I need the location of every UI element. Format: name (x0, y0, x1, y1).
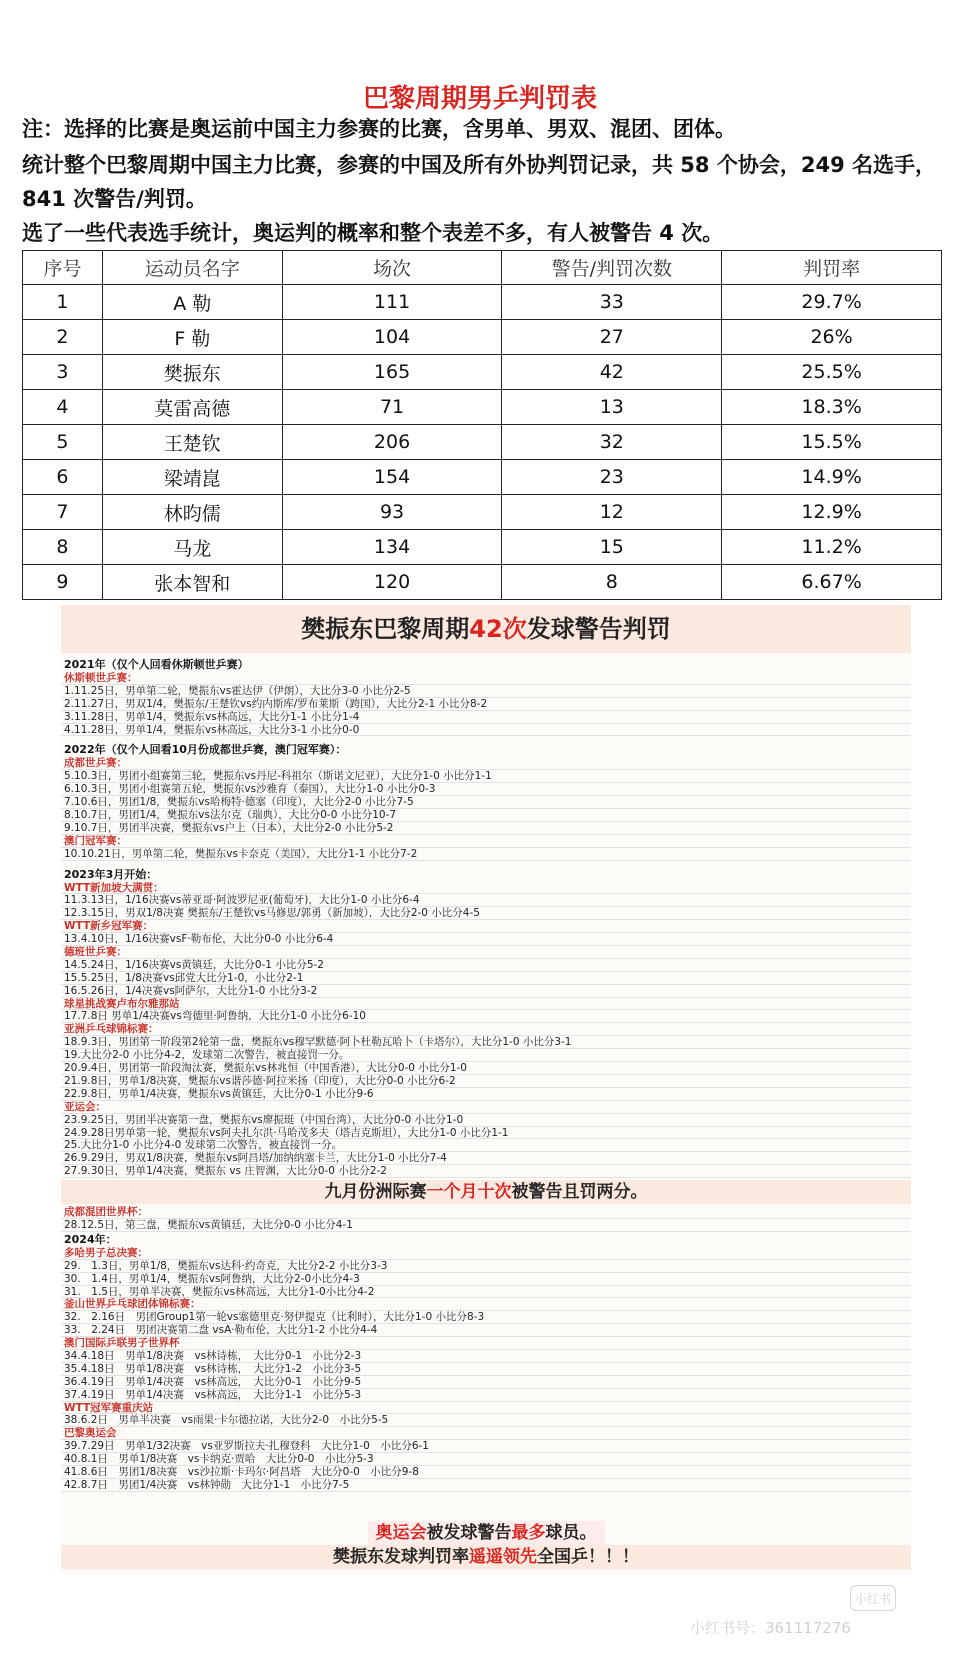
image-title-count: 42次 (469, 615, 527, 643)
event-heading: 亚洲乒乓球锦标赛： (61, 1023, 911, 1036)
event-heading: WTT新加坡大满贯： (61, 882, 911, 895)
table-cell: 13 (502, 390, 722, 425)
warning-entry: 14.5.24日，1/16决赛vs黄镇廷，大比分0-1 小比分5-2 (61, 959, 911, 972)
footer2-red: 遥遥领先 (469, 1547, 537, 1567)
table-cell: 93 (282, 495, 502, 530)
event-heading: 亚运会： (61, 1101, 911, 1114)
warning-entry: 27.9.30日，男单1/4决赛，樊振东 vs 庄智渊，大比分0-0 小比分2-2 (61, 1165, 911, 1178)
table-cell: 111 (282, 285, 502, 320)
table-row (23, 285, 942, 320)
footer2-pre: 樊振东发球判罚率 (333, 1547, 469, 1567)
column-header: 场次 (282, 251, 502, 285)
footer2-end: 全国乒！！！ (537, 1547, 639, 1567)
warning-entry: 18.9.3日，男团第一阶段第2轮第一盘，樊振东vs穆罕默德·阿卜杜勒瓦哈卜（卡塔尔），大比分1-0 小比分3-1 (61, 1036, 911, 1049)
table-cell: F 勒 (102, 320, 282, 355)
table-cell: 14.9% (722, 460, 942, 495)
note-line-3: 选了一些代表选手统计，奥运判的概率和整个表差不多，有人被警告 4 次。 (22, 221, 724, 245)
warning-entry: 21.9.8日，男单1/8决赛，樊振东vs谐莎德·阿拉米扬（印度），大比分0-0 小比分6-2 (61, 1075, 911, 1088)
table-cell: 134 (282, 530, 502, 565)
page-title: 巴黎周期男乒判罚表 (362, 84, 597, 114)
table-cell: 8 (502, 565, 722, 600)
warning-entry: 17.7.8日 男单1/4决赛vs弯德里·阿鲁纳，大比分1-0 小比分6-10 (61, 1010, 911, 1023)
table-row (23, 390, 942, 425)
table-cell: 25.5% (722, 355, 942, 390)
table-row (23, 565, 942, 600)
table-row (23, 355, 942, 390)
table-row (23, 460, 942, 495)
warning-entry: 22.9.8日，男单1/4决赛，樊振东vs黄镇廷，大比分0-1 小比分9-6 (61, 1088, 911, 1101)
event-heading: 成都世乒赛： (61, 757, 911, 770)
column-header: 运动员名字 (102, 251, 282, 285)
warning-entry: 41.8.6日 男团1/8决赛 vs沙拉斯·卡玛尔·阿昌塔 大比分0-0 小比分9-8 (61, 1466, 911, 1479)
table-row (23, 530, 942, 565)
footer-end: 球员。 (545, 1523, 597, 1543)
table-cell: 26% (722, 320, 942, 355)
table-cell: 27 (502, 320, 722, 355)
warning-entry: 38.6.2日 男单半决赛 vs雨果·卡尔德拉诺，大比分2-0 小比分5-5 (61, 1414, 911, 1427)
warning-entry: 2.11.27日，男双1/4，樊振东/王楚钦vs约内斯库/罗布莱斯（跨国），大比分2-1 小比分8-2 (61, 698, 911, 711)
table-cell: A 勒 (102, 285, 282, 320)
year-heading: 2021年（仅个人回看休斯顿世乒赛） (64, 658, 249, 671)
warning-entry: 28.12.5日，第三盘，樊振东vs黄镇廷，大比分0-0 小比分4-1 (61, 1219, 911, 1232)
table-cell: 莫雷高德 (102, 390, 282, 425)
table-cell: 梁靖崑 (102, 460, 282, 495)
table-cell: 104 (282, 320, 502, 355)
table-cell: 15 (502, 530, 722, 565)
footer-line-1 (368, 1521, 605, 1545)
warning-entry: 8.10.7日，男团1/4，樊振东vs法尔克（瑞典），大比分0-0 小比分10-7 (61, 809, 911, 822)
table-cell: 5 (23, 425, 103, 460)
year-heading: 2023年3月开始： (64, 867, 158, 881)
banner-red: 一个月十次 (426, 1182, 512, 1203)
warning-entry: 25.大比分1-0 小比分4-0 发球第二次警告，被直接罚一分。 (61, 1139, 911, 1152)
column-header: 判罚率 (722, 251, 942, 285)
warning-entry: 12.3.15日，男双1/8决赛 樊振东/王楚钦vs马修思/郭勇（新加坡），大比分2-0 小比分4-5 (61, 907, 911, 920)
table-cell: 林昀儒 (102, 495, 282, 530)
table-cell: 8 (23, 530, 103, 565)
year-heading: 2024年： (64, 1232, 117, 1246)
note-line-1: 注：选择的比赛是奥运前中国主力参赛的比赛，含男单、男双、混团、团体。 (22, 117, 736, 141)
warning-entry: 31. 1.5日，男单半决赛，樊振东vs林高远，大比分1-0小比分4-2 (61, 1286, 911, 1299)
note-line-2: 统计整个巴黎周期中国主力比赛，参赛的中国及所有外协判罚记录，共 58 个协会，249 名选手，841 次警告/判罚。 (22, 153, 936, 211)
footer-line-2 (61, 1545, 911, 1569)
warning-entry: 10.10.21日，男单第二轮，樊振东vs卡奈克（美国），大比分1-1 小比分7-2 (61, 848, 911, 861)
table-cell: 樊振东 (102, 355, 282, 390)
warning-entry: 1.11.25日，男单第二轮，樊振东vs霍达伊（伊朗），大比分3-0 小比分2-5 (61, 685, 911, 698)
event-heading: 德班世乒赛： (61, 946, 911, 959)
table-cell: 206 (282, 425, 502, 460)
warning-entry: 7.10.6日，男团1/8，樊振东vs哈梅特·德塞（印度），大比分2-0 小比分7-5 (61, 796, 911, 809)
table-row (23, 320, 942, 355)
table-row (23, 495, 942, 530)
warning-entry: 29. 1.3日，男单1/8，樊振东vs达科·约奇克，大比分2-2 小比分3-3 (61, 1260, 911, 1273)
column-header: 序号 (23, 251, 103, 285)
table-cell: 3 (23, 355, 103, 390)
warning-entry: 4.11.28日，男单1/4，樊振东vs林高远，大比分3-1 小比分0-0 (61, 724, 911, 737)
table-header-row (23, 251, 942, 285)
event-heading: 釜山世界乒乓球团体锦标赛： (61, 1298, 911, 1311)
penalty-table (22, 250, 942, 600)
image-title (61, 605, 911, 653)
monthly-banner (61, 1180, 911, 1204)
warning-entry: 42.8.7日 男团1/4决赛 vs林钟勋 大比分1-1 小比分7-5 (61, 1479, 911, 1492)
warning-entry: 5.10.3日，男团小组赛第三轮，樊振东vs丹尼-科祖尔（斯诺文尼亚），大比分1-0 小比分1-1 (61, 770, 911, 783)
warning-entry: 32. 2.16日 男团Group1第一轮vs塞德里克·努伊提克（比利时），大比分1-0 小比分8-3 (61, 1311, 911, 1324)
warning-entry: 39.7.29日 男单1/32决赛 vs亚罗斯拉夫·扎穆登科 大比分1-0 小比分6-1 (61, 1440, 911, 1453)
table-cell: 2 (23, 320, 103, 355)
footer-olympics: 奥运会 (375, 1523, 427, 1543)
table-cell: 23 (502, 460, 722, 495)
warning-entry: 11.3.13日，1/16决赛vs蒂亚哥·阿波罗尼亚(葡萄牙)，大比分1-0 小比分6-4 (61, 894, 911, 907)
warning-entry: 36.4.19日 男单1/4决赛 vs林高远， 大比分0-1 小比分9-5 (61, 1376, 911, 1389)
warning-entry: 13.4.10日，1/16决赛vsF·勒布伦，大比分0-0 小比分6-4 (61, 933, 911, 946)
table-cell: 王楚钦 (102, 425, 282, 460)
table-cell: 15.5% (722, 425, 942, 460)
table-cell: 120 (282, 565, 502, 600)
event-heading: WTT新乡冠军赛： (61, 920, 911, 933)
watermark-id: 小红书号：361117276 (690, 1619, 851, 1637)
warning-list (61, 657, 911, 1492)
table-row (23, 425, 942, 460)
table-cell: 33 (502, 285, 722, 320)
table-cell: 7 (23, 495, 103, 530)
footer-mid: 被发球警告 (426, 1523, 512, 1543)
event-heading: WTT冠军赛重庆站 (61, 1402, 911, 1415)
event-heading: 巴黎奥运会 (61, 1427, 911, 1440)
table-cell: 11.2% (722, 530, 942, 565)
table-cell: 12 (502, 495, 722, 530)
table-cell: 6 (23, 460, 103, 495)
table-cell: 张本智和 (102, 565, 282, 600)
warning-entry: 37.4.19日 男单1/4决赛 vs林高远， 大比分1-1 小比分5-3 (61, 1389, 911, 1402)
warning-entry: 24.9.28日男单第一轮，樊振东vs阿夫扎尔洪·马哈茂多夫（塔吉克斯坦），大比分1-0 小比分1-1 (61, 1127, 911, 1140)
table-cell: 6.67% (722, 565, 942, 600)
warning-entry: 19.大比分2-0 小比分4-2，发球第二次警告，被直接罚一分。 (61, 1049, 911, 1062)
table-cell: 18.3% (722, 390, 942, 425)
warning-entry: 15.5.25日，1/8决赛vs邱党大比分1-0，小比分2-1 (61, 972, 911, 985)
table-cell: 29.7% (722, 285, 942, 320)
warning-entry: 30. 1.4日，男单1/4，樊振东vs阿鲁纳，大比分2-0小比分4-3 (61, 1273, 911, 1286)
event-heading: 球星挑战赛卢布尔雅那站 (61, 998, 911, 1011)
warning-entry: 23.9.25日，男团半决赛第一盘，樊振东vs廖振珽（中国台湾），大比分0-0 小比分1-0 (61, 1114, 911, 1127)
event-heading: 成都混团世界杯： (61, 1206, 911, 1219)
event-heading: 休斯顿世乒赛： (61, 672, 911, 685)
year-heading: 2022年（仅个人回看10月份成都世乒赛，澳门冠军赛）： (64, 743, 347, 757)
event-heading: 澳门冠军赛： (61, 835, 911, 848)
table-cell: 71 (282, 390, 502, 425)
table-cell: 马龙 (102, 530, 282, 565)
warning-entry: 3.11.28日，男单1/4，樊振东vs林高远，大比分1-1 小比分1-4 (61, 711, 911, 724)
image-title-post: 发球警告判罚 (526, 615, 671, 643)
image-footer (61, 1521, 911, 1569)
table-cell: 42 (502, 355, 722, 390)
warning-entry: 35.4.18日 男单1/8决赛 vs林诗栋， 大比分1-2 小比分3-5 (61, 1363, 911, 1376)
table-cell: 12.9% (722, 495, 942, 530)
table-cell: 4 (23, 390, 103, 425)
watermark-logo: 小红书 (850, 1585, 896, 1611)
table-cell: 1 (23, 285, 103, 320)
banner-post: 被警告且罚两分。 (511, 1182, 648, 1203)
warning-entry: 20.9.4日，男团第一阶段淘汰赛，樊振东vs林兆恒（中国香港），大比分0-0 小比分1-0 (61, 1062, 911, 1075)
warning-entry: 6.10.3日，男团小组赛第五轮，樊振东vs沙雅育（泰国），大比分1-0 小比分0-3 (61, 783, 911, 796)
warning-entry: 26.9.29日，男双1/8决赛，樊振东vs阿昌塔/加纳纳塞卡兰，大比分1-0 小比分7-4 (61, 1152, 911, 1165)
event-heading: 澳门国际乒联男子世界杯 (61, 1337, 911, 1350)
fan-zhendong-warning-image (61, 605, 911, 1575)
table-cell: 32 (502, 425, 722, 460)
table-cell: 165 (282, 355, 502, 390)
warning-entry: 16.5.26日，1/4决赛vs阿萨尔，大比分1-0 小比分3-2 (61, 985, 911, 998)
banner-pre: 九月份洲际赛 (324, 1182, 427, 1203)
warning-entry: 34.4.18日 男单1/8决赛 vs林诗栋， 大比分0-1 小比分2-3 (61, 1350, 911, 1363)
warning-entry: 40.8.1日 男单1/8决赛 vs卡纳克·贾哈 大比分0-0 小比分5-3 (61, 1453, 911, 1466)
image-title-pre: 樊振东巴黎周期 (301, 615, 470, 643)
footer-most: 最多 (511, 1523, 546, 1543)
warning-entry: 33. 2.24日 男团决赛第二盘 vsA·勒布伦，大比分1-2 小比分4-4 (61, 1324, 911, 1337)
event-heading: 多哈男子总决赛： (61, 1247, 911, 1260)
column-header: 警告/判罚次数 (502, 251, 722, 285)
warning-entry: 9.10.7日，男团半决赛，樊振东vs户上（日本），大比分2-0 小比分5-2 (61, 822, 911, 835)
table-cell: 9 (23, 565, 103, 600)
table-cell: 154 (282, 460, 502, 495)
